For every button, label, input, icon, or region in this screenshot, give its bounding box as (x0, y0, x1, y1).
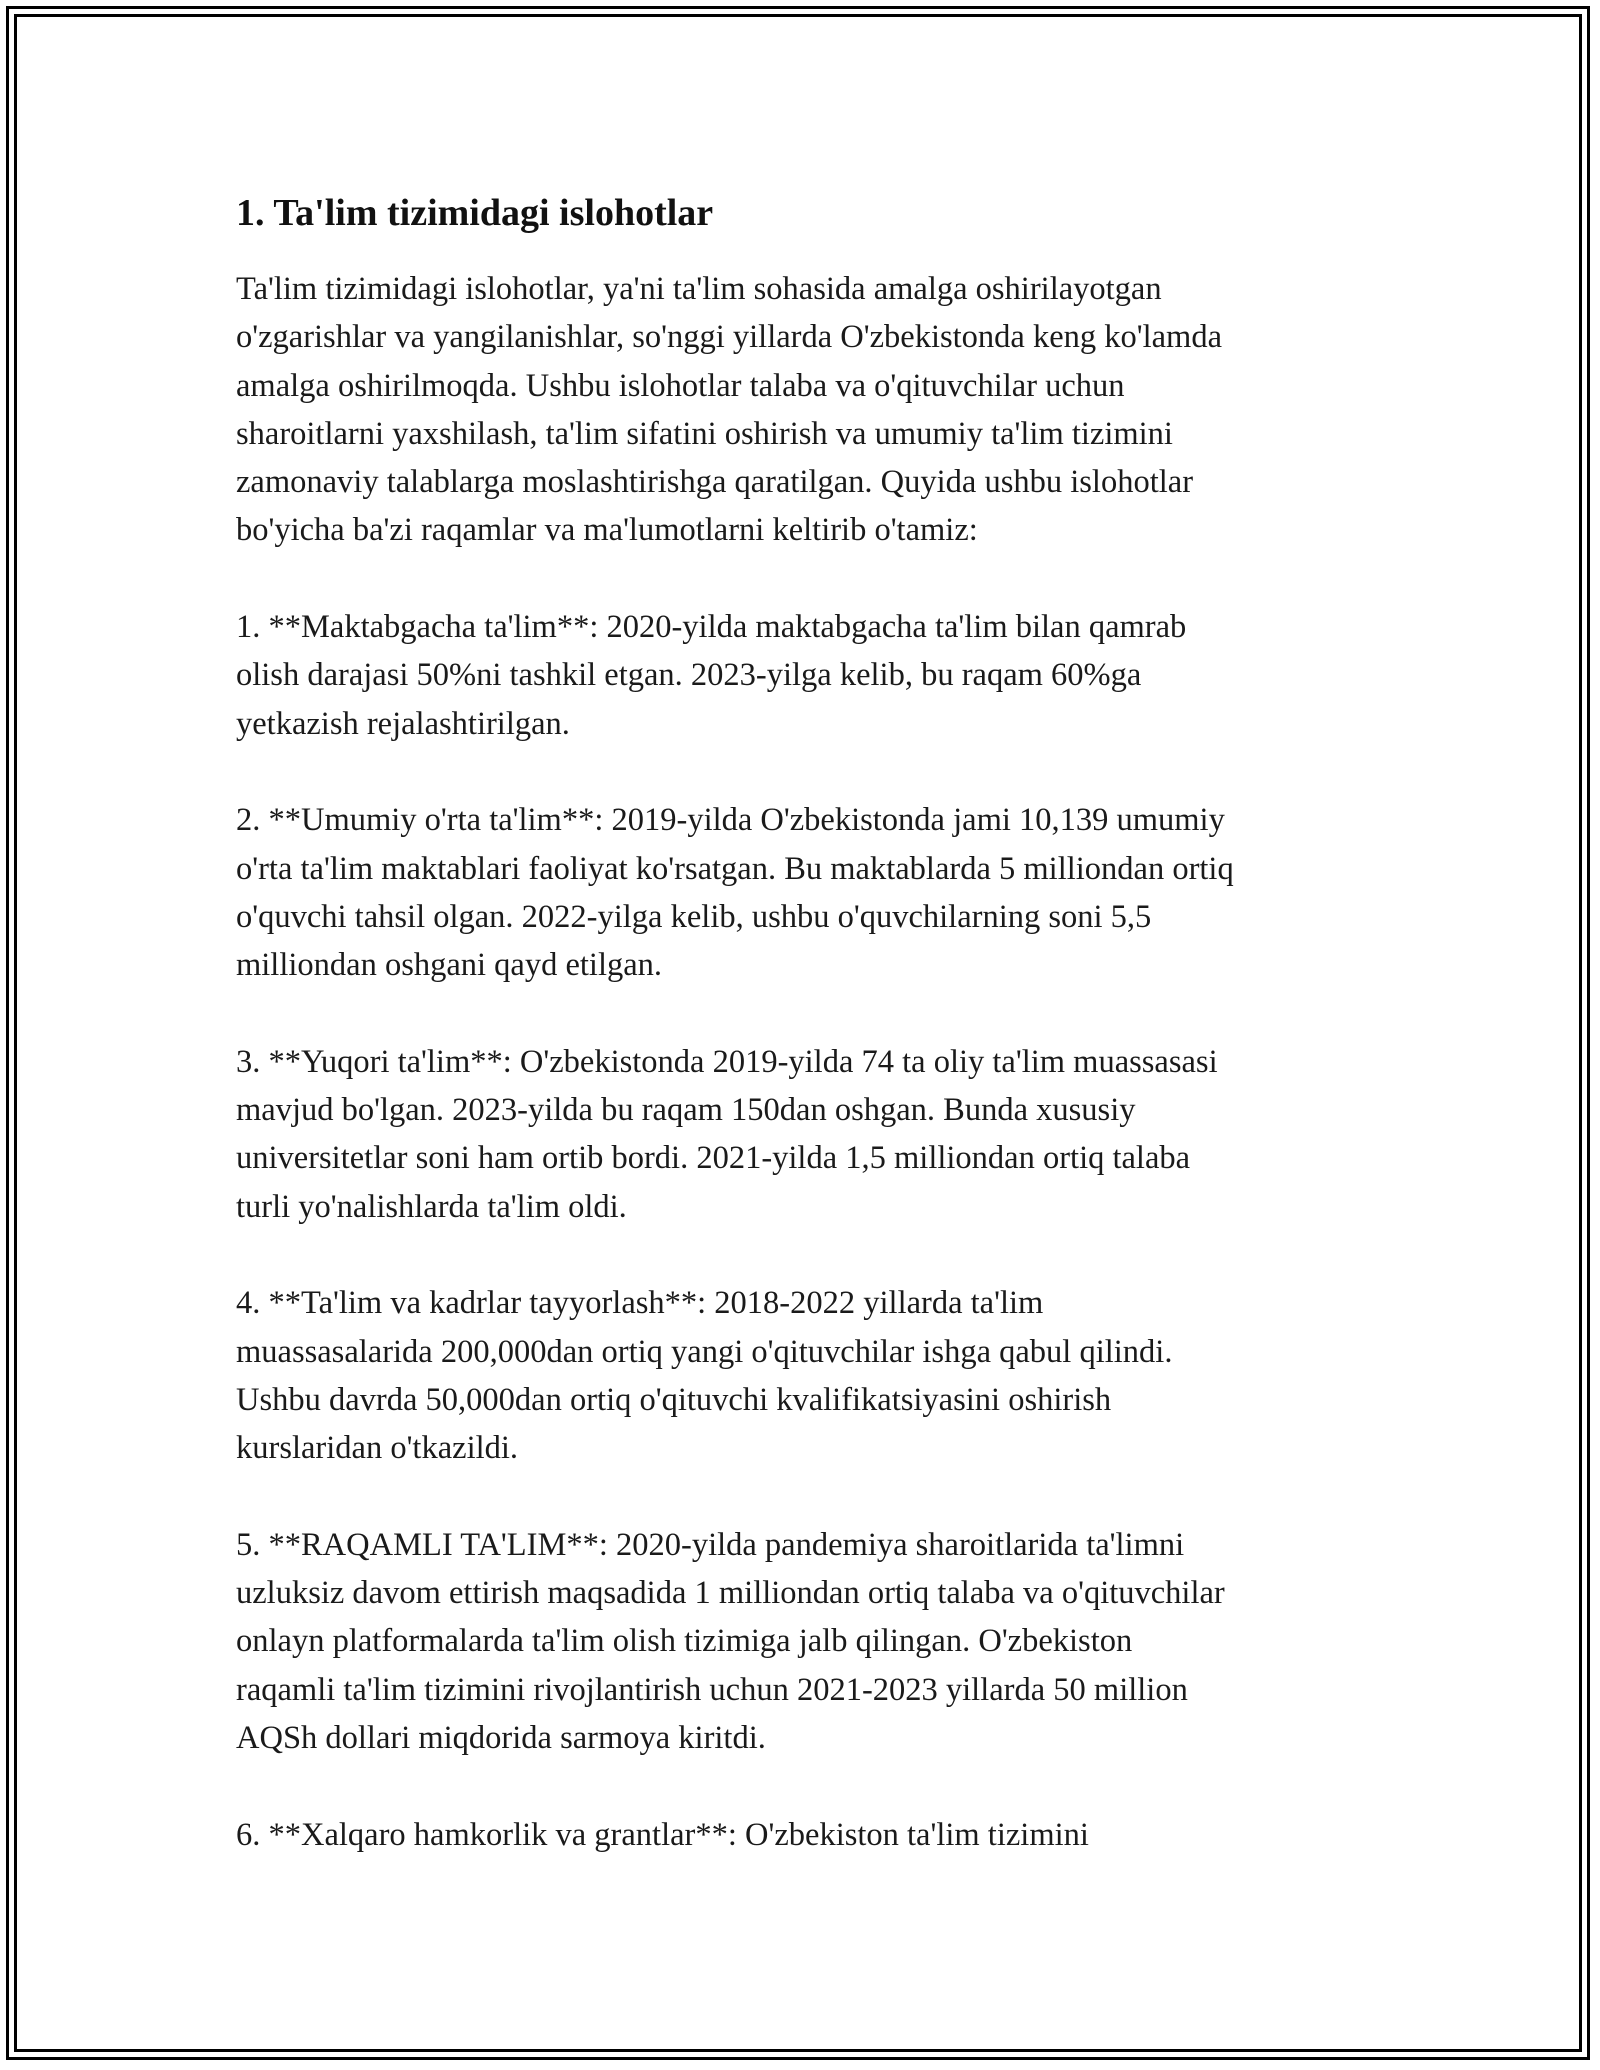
text-line: 3. **Yuqori ta'lim**: O'zbekistonda 2019-yilda 74 ta oliy ta'lim muassasasi (236, 1043, 1218, 1080)
text-line: turli yo'nalishlarda ta'lim oldi. (236, 1188, 627, 1225)
list-item-preschool (236, 603, 1376, 748)
list-item-staff-training (236, 1279, 1376, 1472)
list-item-higher-education (236, 1038, 1376, 1231)
text-line: bo'yicha ba'zi raqamlar va ma'lumotlarni keltirib o'tamiz: (236, 512, 978, 549)
text-line: 2. **Umumiy o'rta ta'lim**: 2019-yilda O'zbekistonda jami 10,139 umumiy (236, 802, 1225, 839)
text-line: onlayn platformalarda ta'lim olish tizimiga jalb qilingan. O'zbekiston (236, 1623, 1133, 1660)
text-line: 4. **Ta'lim va kadrlar tayyorlash**: 2018-2022 yillarda ta'lim (236, 1285, 1044, 1322)
list-item-digital-education (236, 1521, 1376, 1762)
text-line: sharoitlarni yaxshilash, ta'lim sifatini oshirish va umumiy ta'lim tizimini (236, 415, 1173, 452)
text-line: mavjud bo'lgan. 2023-yilda bu raqam 150dan oshgan. Bunda xususiy (236, 1092, 1136, 1129)
text-line: Ta'lim tizimidagi islohotlar, ya'ni ta'lim sohasida amalga oshirilayotgan (236, 271, 1162, 307)
text-line: olish darajasi 50%ni tashkil etgan. 2023-yilga kelib, bu raqam 60%ga (236, 657, 1142, 694)
text-line: zamonaviy talablarga moslashtirishga qaratilgan. Quyida ushbu islohotlar (236, 464, 1194, 501)
text-line: o'rta ta'lim maktablari faoliyat ko'rsatgan. Bu maktablarda 5 milliondan ortiq (236, 850, 1234, 887)
document-body (236, 185, 1376, 1907)
text-line: uzluksiz davom ettirish maqsadida 1 milliondan ortiq talaba va o'qituvchilar (236, 1575, 1225, 1612)
text-line: universitetlar soni ham ortib bordi. 2021-yilda 1,5 milliondan ortiq talaba (236, 1140, 1191, 1177)
text-line: Ushbu davrda 50,000dan ortiq o'qituvchi kvalifikatsiyasini oshirish (236, 1381, 1112, 1418)
text-line: raqamli ta'lim tizimini rivojlantirish uchun 2021-2023 yillarda 50 million (236, 1671, 1188, 1708)
text-line: 5. **RAQAMLI TA'LIM**: 2020-yilda pandemiya sharoitlarida ta'limni (236, 1526, 1185, 1563)
text-line: 1. **Maktabgacha ta'lim**: 2020-yilda maktabgacha ta'lim bilan qamrab (236, 609, 1187, 646)
intro-paragraph (236, 265, 1376, 555)
text-line: amalga oshirilmoqda. Ushbu islohotlar talaba va o'qituvchilar uchun (236, 367, 1125, 404)
text-line: milliondan oshgani qayd etilgan. (236, 947, 663, 984)
text-line: muassasalarida 200,000dan ortiq yangi o'qituvchilar ishga qabul qilindi. (236, 1333, 1173, 1370)
list-item-general-secondary (236, 796, 1376, 989)
list-item-international-cooperation (236, 1811, 1376, 1859)
text-line: 6. **Xalqaro hamkorlik va grantlar**: O'zbekiston ta'lim tizimini (236, 1816, 1089, 1853)
section-heading: 1. Ta'lim tizimidagi islohotlar (236, 192, 714, 234)
text-line: yetkazish rejalashtirilgan. (236, 705, 570, 742)
text-line: AQSh dollari miqdorida sarmoya kiritdi. (236, 1719, 766, 1756)
text-line: o'quvchi tahsil olgan. 2022-yilga kelib, ushbu o'quvchilarning soni 5,5 (236, 898, 1152, 935)
text-line: kurslaridan o'tkazildi. (236, 1430, 519, 1467)
text-line: o'zgarishlar va yangilanishlar, so'nggi yillarda O'zbekistonda keng ko'lamda (236, 319, 1223, 356)
